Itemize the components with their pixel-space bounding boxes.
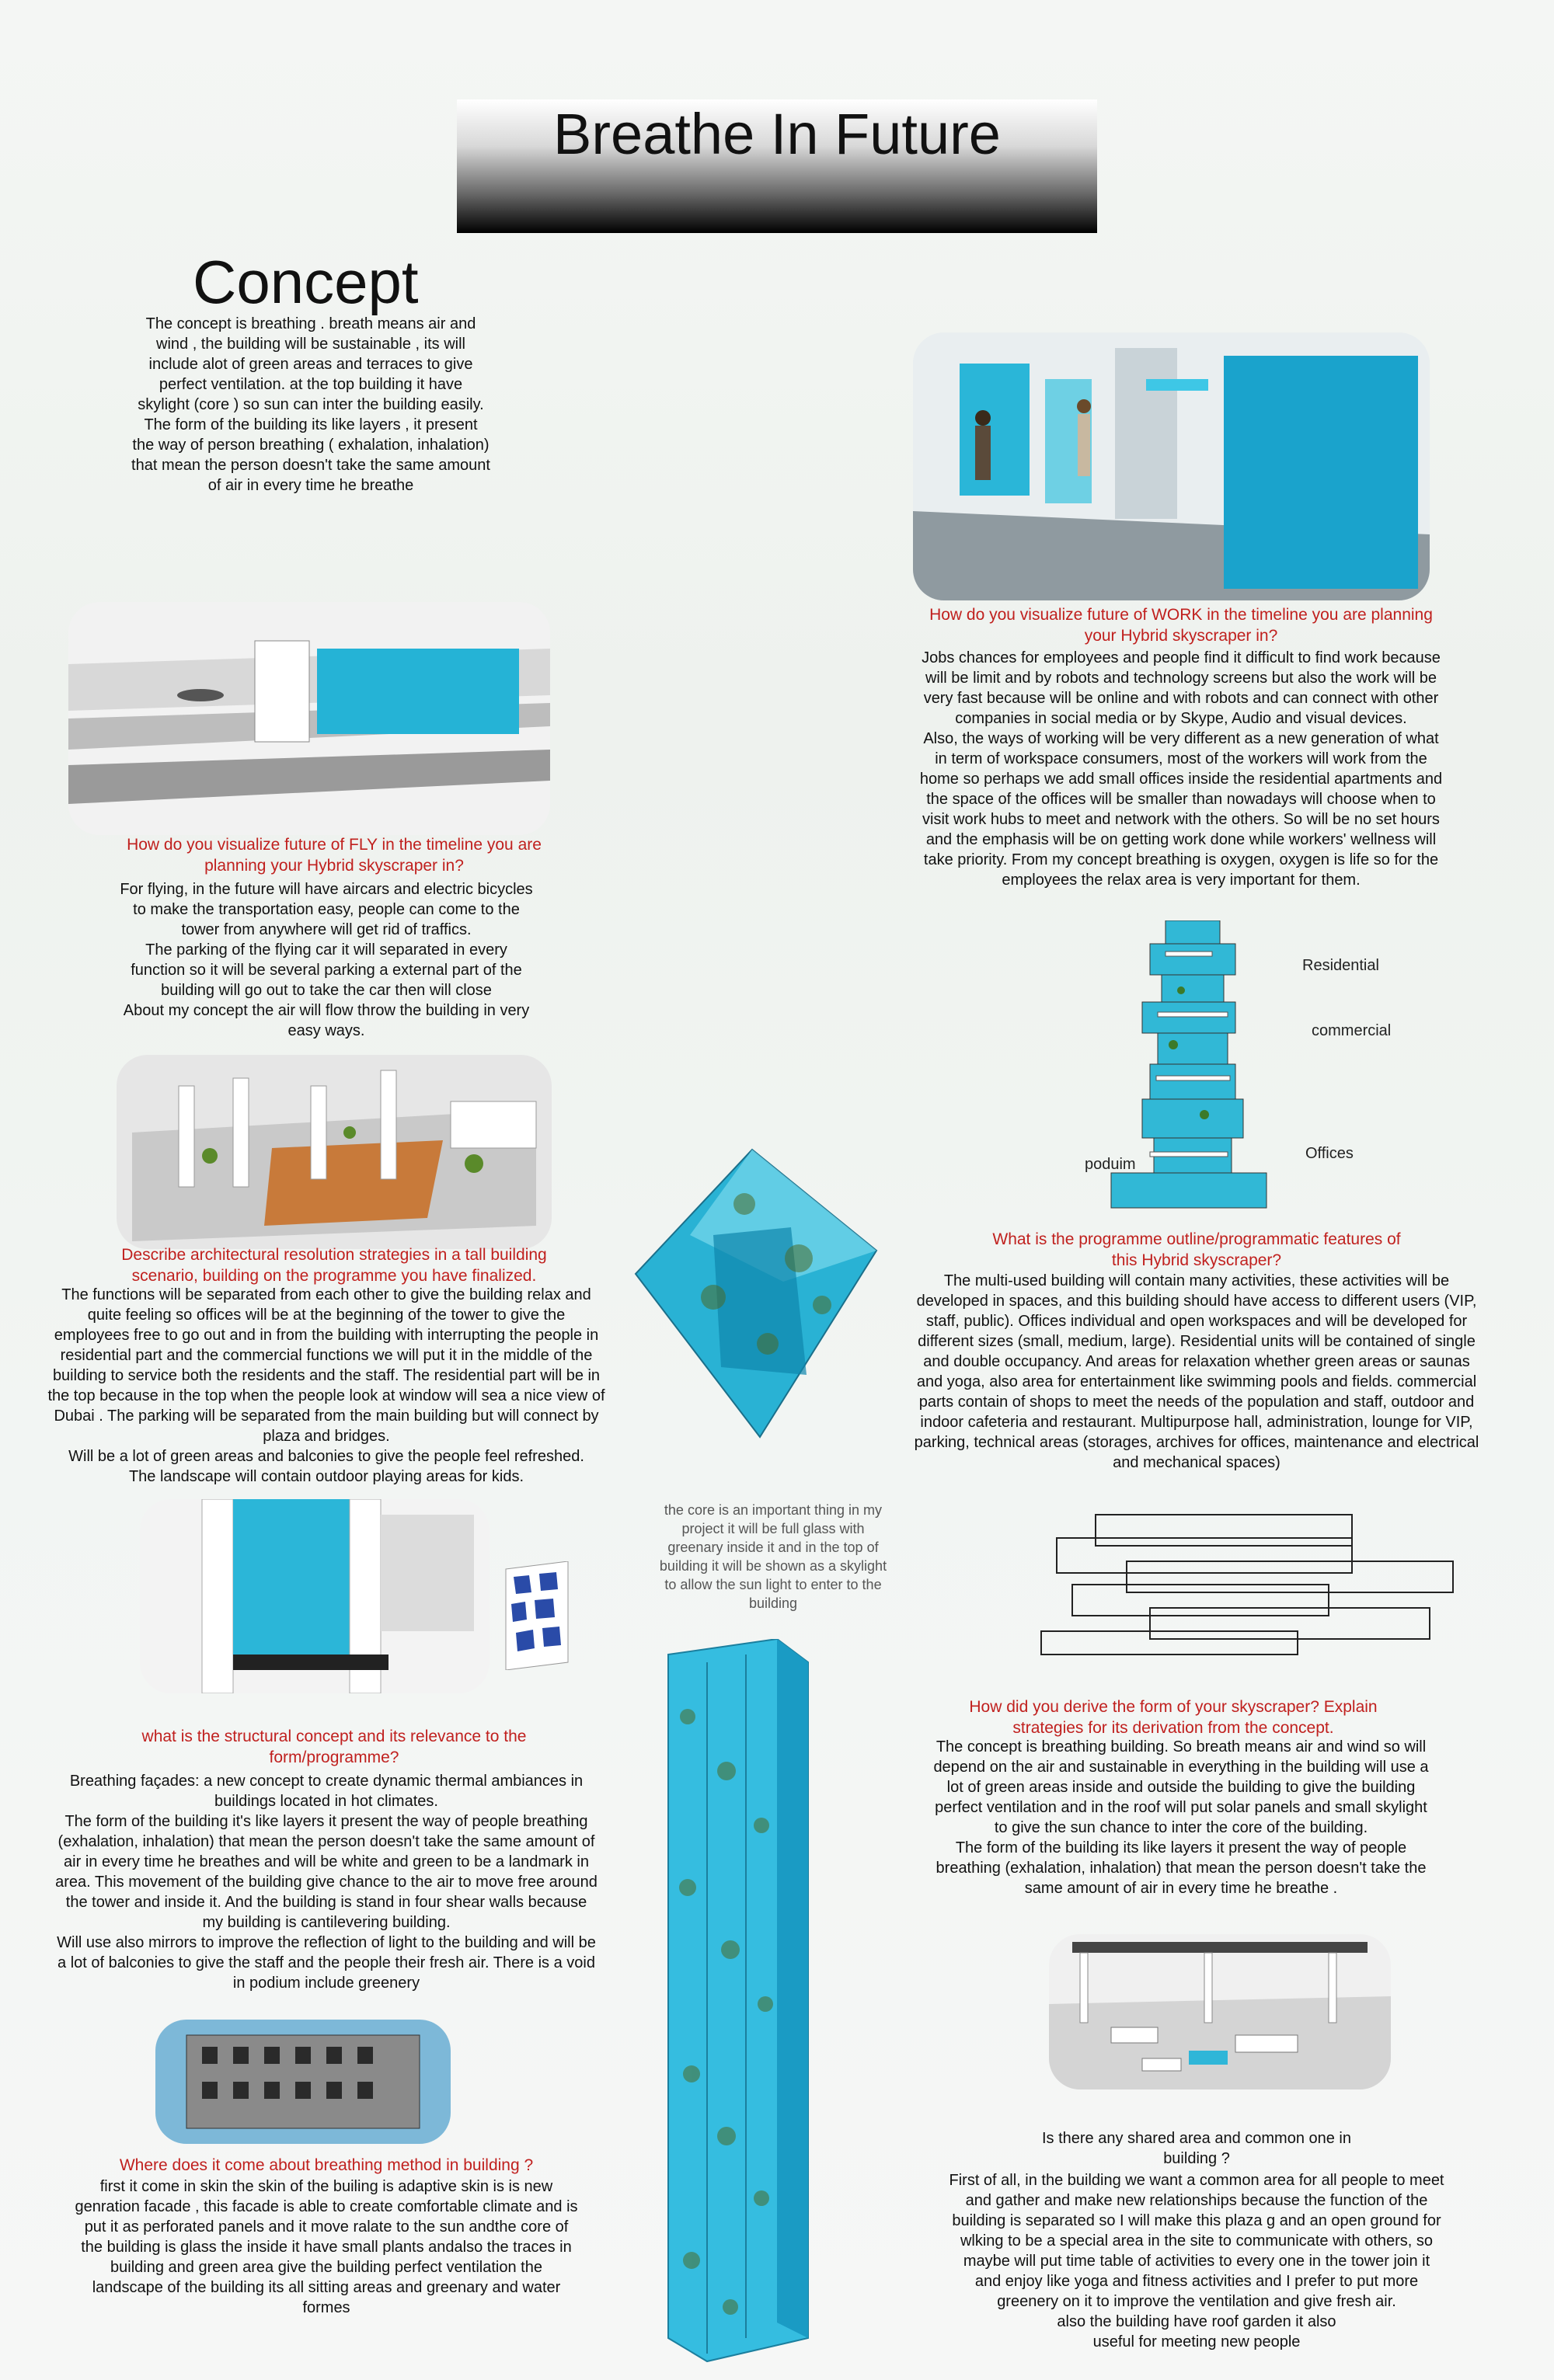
fly-question: How do you visualize future of FLY in the timeline you are planning your Hybrid skyscraper in? <box>127 836 542 875</box>
strategies-text: The functions will be separated from each other to give the building relax and quite feeling so offices will be at the beginning of the tower to give the employees free to go out and in from the building with interrupting the people in residential part and the commercial functions we will put it in the middle of the building to service both the residents and the staff. The residential part will be in the top because in the top when the people look at window will sea a nice view of Dubai . The parking will be separated from the main building but will connect by plaza and bridges. Will be a lot of green areas and balconies to give the people feel refreshed. The landscape will contain outdoor playing areas for kids. <box>47 1286 605 1485</box>
shared-question: Is there any shared area and common one in building ? <box>1041 2130 1352 2167</box>
fly-text: For flying, in the future will have aircars and electric bicycles to make the transportation easy, people can come to the tower from anywhere will get rid of traffics. The parking of the flying car it will separated in every function so it will be several parking a external part of the building will go out to take the car then will close About my concept the air will flow throw the building in very easy ways. <box>120 881 533 1039</box>
residential-label: Residential <box>1302 957 1379 974</box>
form-text: The concept is breathing building. So breath means air and wind so will depend on the air and sustainable in everything in the building will use a lot of green areas inside and outside the building to give the building perfect ventilation and in the roof will put solar panels and small skylight to give the sun chance to inter the core of the building. The form of the building its like layers it present the way of people breathing (exhalation, inhalation) that mean the person doesn't take the same amount of air in every time he breathe . <box>933 1738 1429 1897</box>
tower-section-diagram <box>1064 920 1321 1231</box>
concept-text: The concept is breathing . breath means air and wind , the building will be sustainable , its will include alot of green areas and terraces to give perfect ventilation. at the top building it have skylight (core ) so sun can inter the building easily. The form of the building its like layers , it present the way of person breathing ( exhalation, inhalation) that mean the person doesn't take the same amount of air in every time he breathe <box>131 315 490 494</box>
glass-tower-render <box>660 1639 816 2369</box>
work-render-image <box>913 332 1430 600</box>
structural-text: Breathing façades: a new concept to create dynamic thermal ambiances in buildings located in hot climates. The form of the building it's like layers it present the way of people breathing (exhalation, inhalation) that mean the person doesn't take the same amount of air in every time he breathes and will be white and green to be a landmark in area. This movement of the building give chance to the air to move free around the tower and inside it. And the building is stand in four shear walls because my building is cantilevering building. Will use also mirrors to improve the reflection of light to the building and will be a lot of balconies to give the staff and the people their fresh air. There is a void in podium include greenery <box>55 1773 598 1992</box>
adaptive-facade-panel <box>502 1561 572 1670</box>
structure-render-image <box>140 1499 490 1693</box>
page-title: Breathe In Future <box>553 102 1001 166</box>
podium-label: poduim <box>1085 1156 1136 1173</box>
site-plaza-image <box>117 1055 552 1249</box>
form-layers-diagram <box>1026 1507 1476 1662</box>
core-text: the core is an important thing in my project it will be full glass with greenary inside it and in the top of building it will be shown as a skylight to allow the sun light to enter to the building <box>659 1502 887 1611</box>
concept-heading: Concept <box>193 248 419 316</box>
offices-label: Offices <box>1305 1145 1354 1162</box>
breathing-skin-render <box>155 2020 451 2144</box>
title-banner <box>457 99 1097 233</box>
work-question: How do you visualize future of WORK in the timeline you are planning your Hybrid skyscraper in? <box>929 606 1433 645</box>
commercial-label: commercial <box>1312 1022 1392 1039</box>
core-skylight-render <box>628 1142 884 1445</box>
form-question: How did you derive the form of your skyscraper? Explain strategies for its derivation from the concept. <box>969 1698 1378 1737</box>
breathing-method-text: first it come in skin the skin of the builing is adaptive skin is is new genration facade , this facade is able to create comfortable climate and is put it as perforated panels and it move ralate to the sun andthe core of the building is glass the inside it have small plants andalso the traces in building and green area give the building perfect ventilation the landscape of the building its all sitting areas and greenary and water formes <box>75 2178 578 2316</box>
strategies-question: Describe architectural resolution strategies in a tall building scenario, building on the programme you have finalized. <box>121 1246 547 1285</box>
work-text: Jobs chances for employees and people find it difficult to find work because will be limit and by robots and technology screens but also the work will be very fast because will be online and with robots and can connect with other companies in social media or by Skype, Audio and visual devices. Also, the ways of working will be very different as a new generation of what in term of workspace consumers, most of the workers will work from the home so perhaps we add small offices inside the residential apartments and the space of the offices will be smaller than nowadays will choose when to visit work hubs to meet and network with the others. So will be no set hours and the emphasis will be on getting work done while workers' wellness will take priority. From my concept breathing is oxygen, oxygen is life so for the employees the relax area is very important for them. <box>919 649 1443 889</box>
programme-question: What is the programme outline/programmatic features of this Hybrid skyscraper? <box>992 1230 1401 1269</box>
programme-text: The multi-used building will contain many activities, these activities will be developed in spaces, and this building should have access to different users (VIP, staff, public). Offices individual and open workspaces and will be developed for different sizes (small, medium, large). Residential units will be contained of single and double occupancy. And areas for relaxation whether green areas or saunas and yoga, also area for entertainment like swimming pools and fields. commercial parts contain of shops to meet the needs of the population and staff, outdoor and indoor cafeteria and restaurant. Multipurpose hall, administration, lounge for VIP, parking, technical areas (storages, archives for offices, maintenance and electrical and mechanical spaces) <box>914 1272 1479 1471</box>
structural-question: what is the structural concept and its relevance to the form/programme? <box>141 1728 527 1766</box>
fly-render-image <box>68 602 550 835</box>
breathing-method-question: Where does it come about breathing method in building ? <box>119 2156 534 2174</box>
shared-text: First of all, in the building we want a common area for all people to meet and gather and make new relationships because the function of the building is separated so I will make this plaza g and an open ground for wlking to be a special area in the site to communicate with others, so maybe will put time table of activities to every one in the tower join it and enjoy like yoga and fitness activities and I prefer to put more greenery on it to improve the ventilation and give fresh air. also the building have roof garden it also useful for meeting new people <box>949 2172 1444 2350</box>
shared-area-render <box>1049 1934 1391 2089</box>
